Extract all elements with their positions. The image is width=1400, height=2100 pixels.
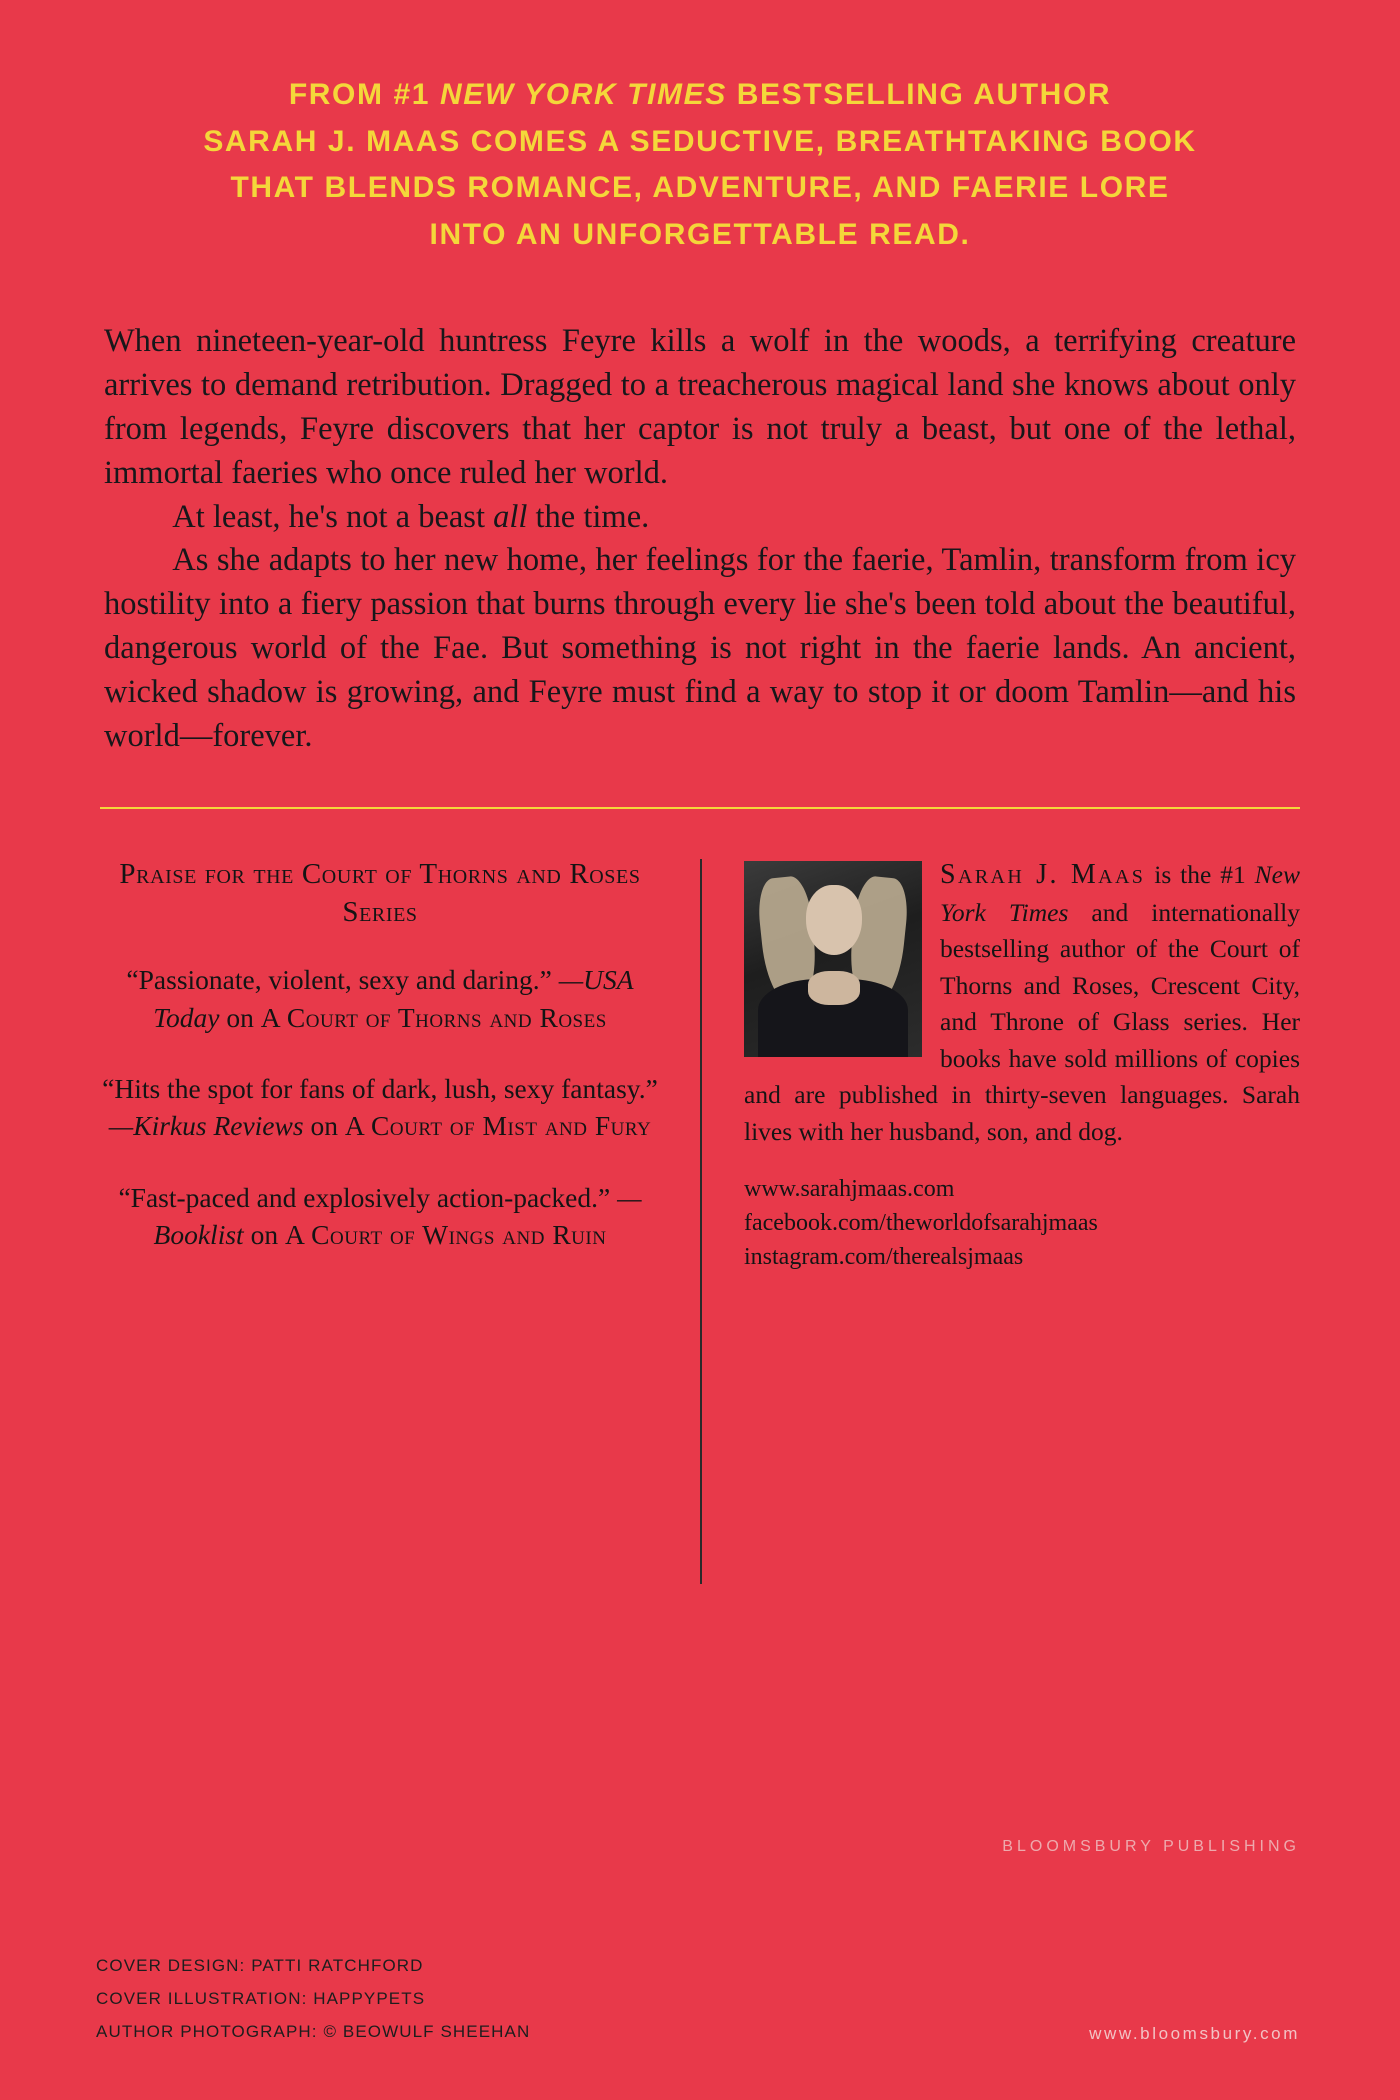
praise-column bbox=[100, 855, 700, 1584]
blurb-p2-emphasis: all bbox=[493, 498, 528, 535]
praise-quote-mid: on bbox=[303, 1110, 345, 1142]
author-website-link[interactable]: www.sarahjmaas.com bbox=[744, 1175, 955, 1202]
praise-quote bbox=[100, 1070, 660, 1145]
praise-quote-title: A Court of Mist and Fury bbox=[344, 1110, 652, 1142]
lower-section bbox=[96, 855, 1304, 1584]
praise-quote-text: “Passionate, violent, sexy and daring.” bbox=[126, 964, 559, 996]
praise-quote-text: “Fast-paced and explosively action-packed.” bbox=[118, 1181, 618, 1213]
praise-quote-mid: on bbox=[219, 1001, 261, 1033]
cover-credits bbox=[96, 1949, 530, 2048]
praise-quote-source: —Booklist bbox=[153, 1181, 642, 1251]
blurb-paragraph-3: As she adapts to her new home, her feelings for the faerie, Tamlin, transform from icy hostility into a fiery passion that burns through every lie she's been told about the beautiful, dangerous world of the Fae. But something is not right in the faerie lands. An ancient, wicked shadow is growing, and Feyre must find a way to stop it or doom Tamlin—and his world—forever. bbox=[104, 542, 1296, 754]
blurb-paragraph-2 bbox=[104, 496, 1296, 540]
praise-quote bbox=[100, 961, 660, 1036]
headline-line-2: SARAH J. MAAS COMES A SEDUCTIVE, BREATHTAKING BOOK bbox=[203, 124, 1197, 158]
author-bio-text-a: is the #1 bbox=[1145, 859, 1255, 889]
photo-hands bbox=[808, 971, 860, 1005]
author-links bbox=[744, 1172, 1300, 1274]
publisher-name: BLOOMSBURY PUBLISHING bbox=[1002, 1838, 1300, 1855]
blurb-p2-a: At least, he's not a beast bbox=[172, 498, 494, 535]
blurb-p2-b: the time. bbox=[527, 498, 650, 535]
credit-cover-design: COVER DESIGN: PATTI RATCHFORD bbox=[96, 1955, 424, 1975]
horizontal-rule bbox=[100, 807, 1300, 809]
praise-quote-source: —Kirkus Reviews bbox=[108, 1110, 304, 1142]
praise-quote-title: A Court of Thorns and Roses bbox=[260, 1001, 607, 1033]
headline-line-4: INTO AN UNFORGETTABLE READ. bbox=[429, 217, 971, 251]
praise-quote bbox=[100, 1179, 660, 1254]
praise-quote-mid: on bbox=[243, 1219, 285, 1251]
author-instagram-link[interactable]: instagram.com/therealsjmaas bbox=[744, 1244, 1024, 1271]
praise-heading: Praise for the Court of Thorns and Roses Series bbox=[119, 857, 641, 929]
author-column bbox=[702, 855, 1300, 1584]
author-name: Sarah J. Maas bbox=[940, 858, 1146, 890]
headline-line-1-pre: FROM #1 bbox=[288, 78, 440, 111]
promo-headline bbox=[96, 72, 1304, 258]
headline-line-1-italic: NEW YORK TIMES bbox=[439, 78, 727, 111]
credit-cover-illustration: COVER ILLUSTRATION: HAPPYPETS bbox=[96, 1988, 426, 2008]
headline-line-1 bbox=[96, 72, 1304, 119]
blurb-paragraph-1: When nineteen-year-old huntress Feyre kills a wolf in the woods, a terrifying creature arrives to demand retribution. Dragged to a treacherous magical land she knows about only from legends, Feyre discovers that her captor is not truly a beast, but one of the lethal, immortal faeries who once ruled her world. bbox=[104, 323, 1296, 491]
praise-quote-source: —USA Today bbox=[153, 964, 634, 1033]
headline-line-3: THAT BLENDS ROMANCE, ADVENTURE, AND FAERIE LORE bbox=[230, 171, 1170, 204]
author-bio bbox=[744, 855, 1300, 1150]
author-facebook-link[interactable]: facebook.com/theworldofsarahjmaas bbox=[744, 1210, 1098, 1237]
headline-line-1-post: BESTSELLING AUTHOR bbox=[726, 78, 1112, 111]
author-bio-text-b: and internationally bestselling author of the Court of Thorns and Roses, Crescent City, and Throne of Glass series. Her books have sold millions of copies and are published in thirty-seven languages. Sarah lives with her husband, son, and dog. bbox=[744, 897, 1300, 1146]
book-description bbox=[96, 320, 1304, 759]
praise-quote-title: A Court of Wings and Ruin bbox=[284, 1219, 607, 1251]
praise-quote-text: “Hits the spot for fans of dark, lush, sexy fantasy.” bbox=[102, 1073, 658, 1105]
photo-face bbox=[806, 885, 862, 955]
author-bio-italic: New York Times bbox=[940, 859, 1300, 927]
credit-author-photograph: AUTHOR PHOTOGRAPH: © BEOWULF SHEEHAN bbox=[96, 2021, 531, 2041]
publisher-website[interactable]: www.bloomsbury.com bbox=[1089, 2024, 1300, 2043]
author-photo bbox=[744, 861, 922, 1057]
